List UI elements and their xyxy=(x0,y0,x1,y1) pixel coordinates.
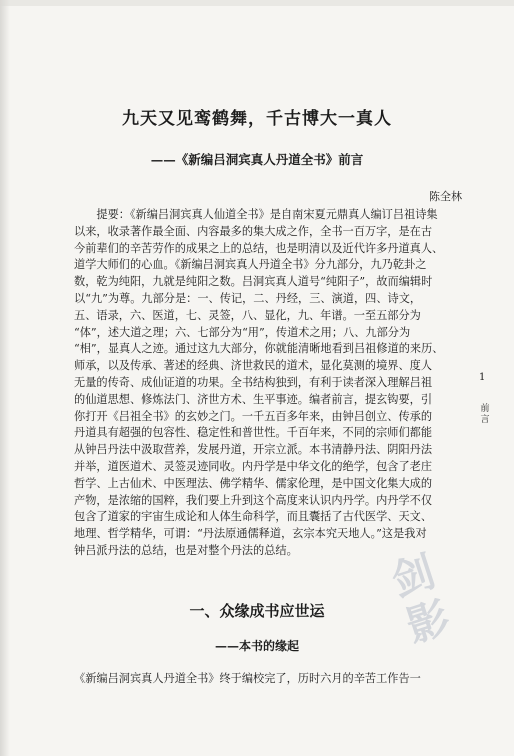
body-line: “相”，显真人之迹。通过这九大部分，你就能清晰地看到吕祖修道的来历、 xyxy=(74,342,444,356)
body-line: 的仙道思想、修炼法门、济世方术、生平事迹。编者前言，提玄钩要，引 xyxy=(74,392,433,406)
body-line: 数，乾为纯阳，九就是纯阳之数。吕洞宾真人道号“纯阳子”，故而编辑时 xyxy=(74,275,433,289)
section-title: 一、众缘成书应世运 xyxy=(189,602,325,620)
body-line: 哲学、上古仙术、中医理法、佛学精华、儒家伦理，是中国文化集大成的 xyxy=(74,476,433,490)
body-line: 师承，以及传承、著述的经典、济世救民的道术，显化莫测的境界、度人 xyxy=(74,359,433,373)
running-header: 前言 xyxy=(480,404,490,425)
body-line: 钟吕派丹法的总结，也是对整个丹法的总结。 xyxy=(74,543,298,557)
body-line: 提要：《新编吕洞宾真人仙道全书》是自南宋夏元鼎真人编订吕祖诗集 xyxy=(74,208,438,221)
page-number: 1 xyxy=(479,372,486,383)
body-line: “体”，述大道之理；六、七部分为“用”，传道术之用；八、九部分为 xyxy=(74,325,411,339)
body-line: 并举，道医道术、灵签灵迹同收。内丹学是中华文化的绝学，包含了老庄 xyxy=(74,459,433,473)
body-line: 道学大师们的心血。《新编吕洞宾真人丹道全书》分九部分，九乃乾卦之 xyxy=(74,258,427,272)
body-line: 五、语录，六、医道，七、灵签，八、显化，九、年谱。一至五部分为 xyxy=(74,308,421,322)
body-line: 今前辈们的辛苦劳作的成果之上的总结，也是明清以及近代许多丹道真人、 xyxy=(74,241,444,255)
body-line: 丹道具有超强的包容性、稳定性和普世性。千百年来，不同的宗师们都能 xyxy=(74,426,433,440)
watermark: 剑 影 xyxy=(385,546,456,652)
body-line: 以“九”为尊。九部分是：一、传记，二、丹经，三、演道，四、诗文， xyxy=(74,291,422,305)
body-text xyxy=(74,207,464,560)
section-subtitle: ——本书的缘起 xyxy=(214,639,299,653)
body-line: 以来，收录著作最全面、内容最多的集大成之作，全书一百万字，是在古 xyxy=(74,224,433,238)
body-line: 包含了道家的宇宙生成论和人体生命科学，而且囊括了古代医学、天文、 xyxy=(74,510,433,524)
section-first-line: 《新编吕洞宾真人丹道全书》终于编校完了，历时六月的辛苦工作告一 xyxy=(74,672,421,685)
body-line: 从钟吕丹法中汲取营养，发展丹道，开宗立派。本书清静丹法、阴阳丹法 xyxy=(74,443,433,457)
body-line: 地理、哲学精华，可谓：“丹法原通儒释道，玄宗本究天地人。”这是我对 xyxy=(74,527,427,541)
page-top-edge xyxy=(0,0,514,6)
author-name: 陈全林 xyxy=(429,190,462,203)
body-line: 你打开《吕祖全书》的玄妙之门。一千五百多年来，由钟吕创立、传承的 xyxy=(74,409,433,423)
body-line: 无量的传奇、成仙证道的功果。全书结构独到，有利于读者深入理解吕祖 xyxy=(74,375,433,389)
page-subtitle: ——《新编吕洞宾真人丹道全书》前言 xyxy=(150,152,364,167)
page-title: 九天又见鸾鹤舞，千古博大一真人 xyxy=(122,109,392,129)
body-line: 产物，是浓缩的国粹，我们要上升到这个高度来认识内丹学。内丹学不仅 xyxy=(74,493,433,507)
